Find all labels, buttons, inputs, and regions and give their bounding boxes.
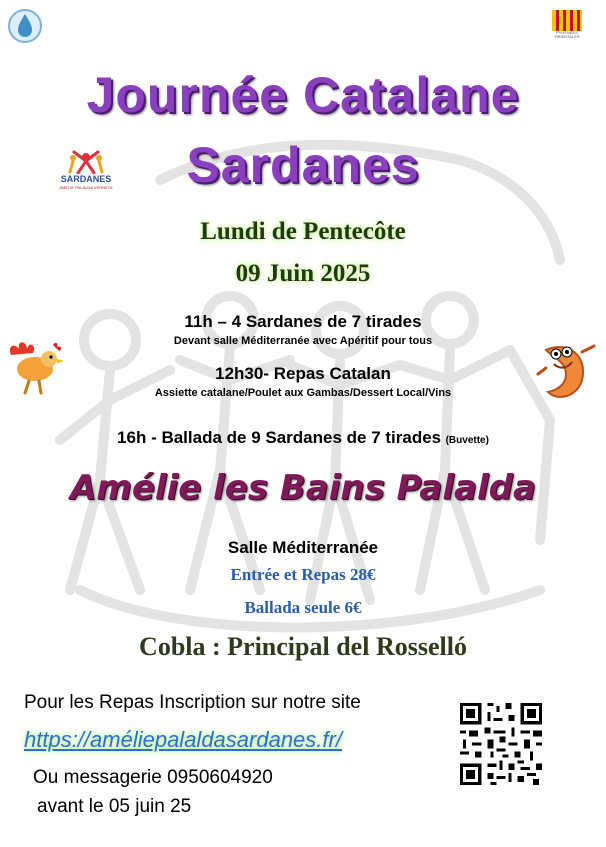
schedule-item-1-title: 11h – 4 Sardanes de 7 tirades [184, 312, 422, 331]
event-day: Lundi de Pentecôte [200, 218, 406, 245]
price-ballada: Ballada seule 6€ [244, 598, 362, 617]
schedule-item-3-note: (Buvette) [445, 435, 489, 446]
event-date: 09 Juin 2025 [235, 260, 371, 287]
schedule-item-1-detail: Devant salle Méditerranée avec Apéritif pour tous [173, 335, 433, 347]
rooster-icon [5, 335, 67, 397]
event-town: Amélie les Bains Palalda [70, 468, 536, 508]
region-logo-text: PYRÉNÉES ORIENTALES [544, 31, 590, 39]
registration-deadline: avant le 05 juin 25 [37, 796, 192, 817]
schedule-item-2-title: 12h30- Repas Catalan [215, 364, 391, 383]
dancers-circle-icon [64, 148, 108, 174]
price-meal: Entrée et Repas 28€ [230, 565, 376, 584]
schedule-item-3-title: 16h - Ballada de 9 Sardanes de 7 tirades [117, 428, 442, 447]
website-link[interactable]: https://améliepalaldasardanes.fr/ [24, 727, 342, 752]
page-title-line1: Journée Catalane [86, 67, 520, 123]
sardanes-club-logo [50, 148, 122, 200]
schedule-item-2-detail: Assiette catalane/Poulet aux Gambas/Dessert Local/Vins [154, 387, 452, 399]
association-drop-logo-icon [8, 8, 42, 44]
registration-intro: Pour les Repas Inscription sur notre site [24, 692, 361, 713]
club-logo-subtext: AMÉLIE PALALDA VERNEYA [59, 185, 113, 190]
page-title-line2: Sardanes [186, 137, 420, 193]
qr-code-icon[interactable] [457, 700, 545, 788]
club-logo-text: SARDANES [60, 174, 112, 184]
region-flag-logo-icon [550, 8, 584, 46]
phone-contact: Ou messagerie 0950604920 [33, 767, 273, 788]
schedule-item-3 [0, 428, 606, 448]
cobla-name: Cobla : Principal del Rosselló [139, 632, 467, 661]
shrimp-icon [532, 338, 596, 406]
background-dancers-sketch [40, 120, 580, 720]
venue-name: Salle Méditerranée [227, 538, 379, 557]
